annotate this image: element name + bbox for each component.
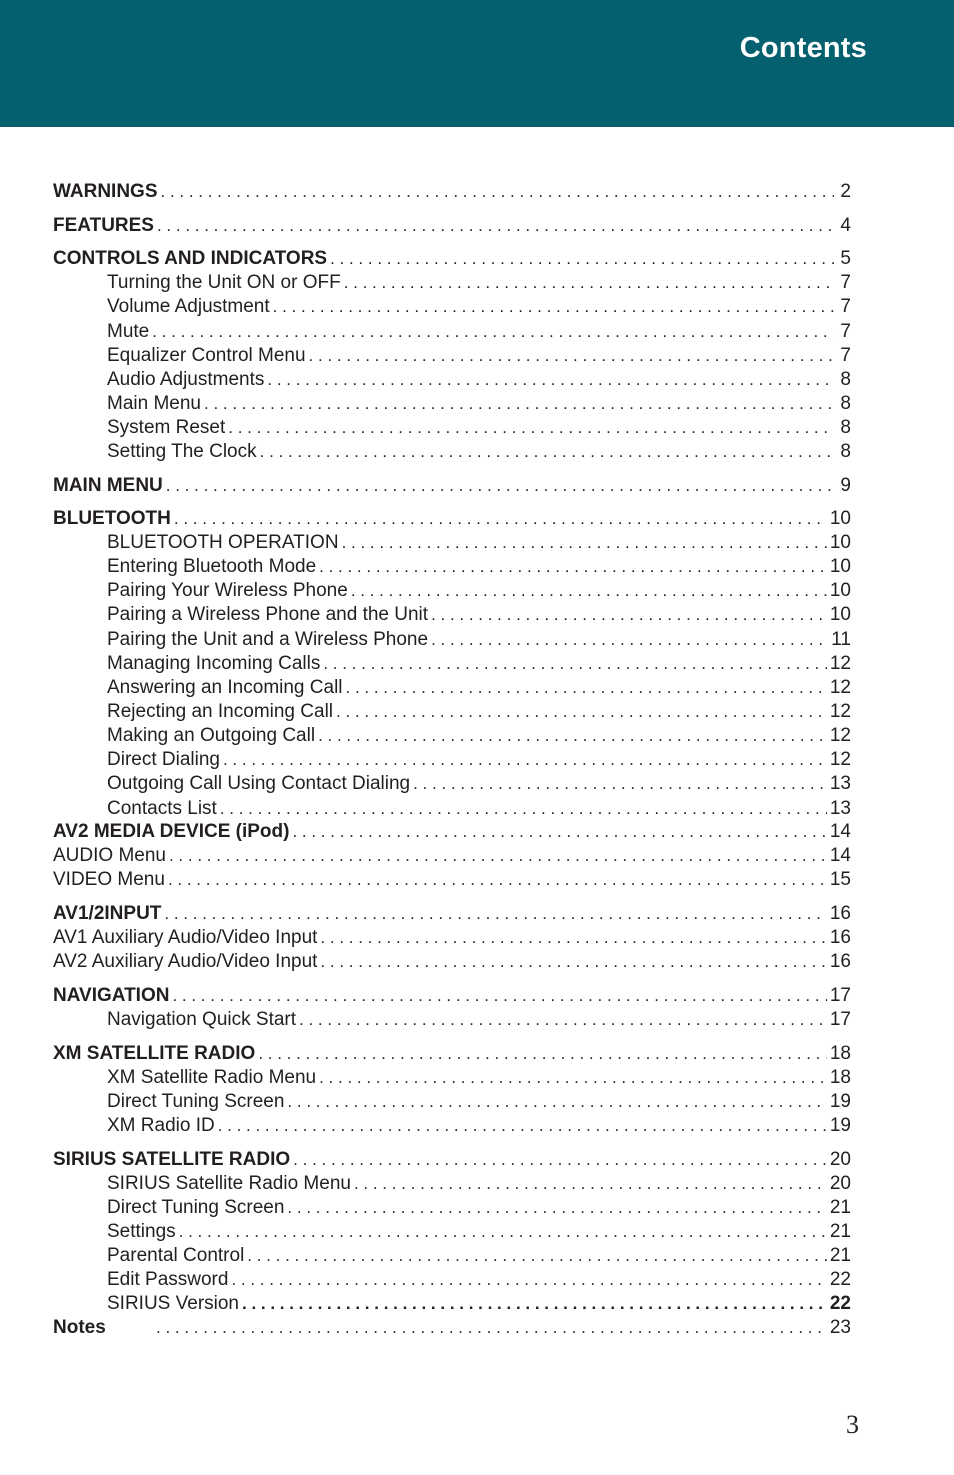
- toc-dot-leader: [330, 247, 834, 271]
- toc-entry-label: Volume Adjustment: [107, 296, 270, 317]
- toc-entry: [53, 247, 851, 271]
- toc-entry-page: 20: [829, 1173, 851, 1194]
- toc-entry: [53, 1066, 851, 1090]
- toc-entry: [53, 320, 851, 344]
- toc-entry-page: 20: [829, 1149, 851, 1170]
- toc-entry: [53, 474, 851, 498]
- toc-entry-label: BLUETOOTH OPERATION: [107, 532, 339, 553]
- toc-entry: [53, 271, 851, 295]
- toc-entry-label: WARNINGS: [53, 181, 158, 202]
- toc-dot-leader: [260, 440, 834, 464]
- toc-entry-label: Turning the Unit ON or OFF: [107, 272, 341, 293]
- toc-entry-page: 8: [840, 441, 851, 462]
- page-number: 3: [846, 1410, 859, 1439]
- toc-entry: [53, 368, 851, 392]
- toc-entry-label: AV1 Auxiliary Audio/Video Input: [53, 927, 318, 948]
- toc-entry-page: 12: [829, 749, 851, 770]
- toc-dot-leader: [309, 344, 834, 368]
- toc-dot-leader: [156, 1316, 827, 1340]
- toc-entry: [53, 579, 851, 603]
- toc-entry: [53, 724, 851, 748]
- toc-entry-label: Answering an Incoming Call: [107, 677, 343, 698]
- toc-entry-page: 12: [829, 677, 851, 698]
- toc-dot-leader: [320, 950, 826, 974]
- toc-entry: [53, 344, 851, 368]
- toc-entry-label: Pairing the Unit and a Wireless Phone: [107, 629, 429, 650]
- toc-entry-page: 10: [829, 508, 851, 529]
- toc-entry: [53, 797, 851, 821]
- toc-entry-page: 14: [829, 845, 851, 866]
- toc-entry-label: Rejecting an Incoming Call: [107, 701, 334, 722]
- toc-dot-leader: [319, 555, 827, 579]
- toc-entry: [53, 748, 851, 772]
- toc-dot-leader: [161, 180, 835, 204]
- toc-entry-page: 23: [829, 1317, 851, 1338]
- toc-dot-leader: [166, 474, 834, 498]
- toc-dot-leader: [228, 416, 834, 440]
- toc-dot-leader: [267, 368, 834, 392]
- toc-entry-page: 10: [829, 604, 851, 625]
- toc-entry-label: Setting The Clock: [107, 441, 257, 462]
- toc-entry-page: 16: [829, 951, 851, 972]
- toc-entry-label: Pairing Your Wireless Phone: [107, 580, 348, 601]
- toc-dot-leader: [344, 271, 834, 295]
- toc-entry: [53, 295, 851, 319]
- toc-entry-page: 10: [829, 556, 851, 577]
- toc-entry: [53, 180, 851, 204]
- toc-entry: [53, 844, 851, 868]
- toc-entry-page: 2: [840, 181, 851, 202]
- toc-dot-leader: [299, 1008, 827, 1032]
- toc-entry-page: 4: [840, 215, 851, 236]
- toc-dot-leader: [169, 844, 827, 868]
- toc-entry: [53, 1316, 851, 1340]
- toc-entry: [53, 984, 851, 1008]
- toc-entry-label: SIRIUS Satellite Radio Menu: [107, 1173, 351, 1194]
- toc-entry: [53, 1114, 851, 1138]
- toc-entry: [53, 820, 851, 844]
- toc-entry-page: 21: [829, 1197, 851, 1218]
- toc-entry-label: Edit Password: [107, 1269, 229, 1290]
- toc-entry-page: 22: [829, 1293, 851, 1314]
- toc-entry-label: AUDIO Menu: [53, 845, 166, 866]
- toc-entry-label: Direct Tuning Screen: [107, 1197, 285, 1218]
- toc-entry: [53, 1148, 851, 1172]
- toc-entry-label: Outgoing Call Using Contact Dialing: [107, 773, 411, 794]
- toc-entry-page: 14: [829, 821, 851, 842]
- toc-entry-label: Main Menu: [107, 393, 201, 414]
- toc-entry-page: 7: [840, 345, 851, 366]
- toc-entry-label: Settings: [107, 1221, 176, 1242]
- toc-dot-leader: [431, 603, 827, 627]
- toc-entry-label: Managing Incoming Calls: [107, 653, 321, 674]
- toc-entry-label: Contacts List: [107, 798, 217, 819]
- toc-entry-label: AV2 Auxiliary Audio/Video Input: [53, 951, 318, 972]
- toc-dot-leader: [247, 1244, 827, 1268]
- toc-entry-label: VIDEO Menu: [53, 869, 165, 890]
- toc-entry: [53, 1008, 851, 1032]
- toc-entry: [53, 531, 851, 555]
- toc-entry-page: 19: [829, 1091, 851, 1112]
- toc-dot-leader: [164, 902, 826, 926]
- toc-entry-label: XM Radio ID: [107, 1115, 215, 1136]
- toc-dot-leader: [152, 320, 834, 344]
- toc-entry-label: Parental Control: [107, 1245, 245, 1266]
- toc-dot-leader: [336, 700, 827, 724]
- toc-entry: [53, 772, 851, 796]
- toc-dot-leader: [287, 1196, 826, 1220]
- toc-dot-leader: [292, 820, 826, 844]
- toc-entry-page: 17: [829, 985, 851, 1006]
- toc-entry-page: 8: [840, 393, 851, 414]
- toc-entry-label: Notes: [53, 1317, 106, 1338]
- toc-entry-page: 7: [840, 296, 851, 317]
- toc-dot-leader: [220, 797, 827, 821]
- toc-entry-label: XM Satellite Radio Menu: [107, 1067, 317, 1088]
- toc-entry: [53, 1042, 851, 1066]
- toc-dot-leader: [319, 1066, 827, 1090]
- toc-entry: [53, 416, 851, 440]
- toc-dot-leader: [273, 295, 834, 319]
- toc-entry: [53, 1220, 851, 1244]
- toc-entry-page: 13: [829, 798, 851, 819]
- toc-entry: [53, 902, 851, 926]
- toc-dot-leader: [242, 1292, 827, 1316]
- toc-entry-page: 7: [840, 272, 851, 293]
- toc-dot-leader: [223, 748, 827, 772]
- toc-dot-leader: [431, 628, 828, 652]
- toc-entry: [53, 392, 851, 416]
- toc-dot-leader: [323, 652, 827, 676]
- toc-dot-leader: [204, 392, 834, 416]
- toc-entry-label: Equalizer Control Menu: [107, 345, 306, 366]
- toc-entry: [53, 1268, 851, 1292]
- toc-dot-leader: [342, 531, 827, 555]
- toc-entry-label: BLUETOOTH: [53, 508, 171, 529]
- toc-entry-page: 9: [840, 475, 851, 496]
- toc-entry-page: 16: [829, 903, 851, 924]
- toc-entry: [53, 1172, 851, 1196]
- toc-dot-leader: [354, 1172, 827, 1196]
- toc-entry-label: SIRIUS SATELLITE RADIO: [53, 1149, 291, 1170]
- toc-entry-page: 12: [829, 701, 851, 722]
- toc-dot-leader: [351, 579, 827, 603]
- toc-entry: [53, 603, 851, 627]
- toc-entry-label: System Reset: [107, 417, 226, 438]
- toc-entry-label: Making an Outgoing Call: [107, 725, 316, 746]
- toc-entry-label: MAIN MENU: [53, 475, 163, 496]
- toc-entry: [53, 440, 851, 464]
- toc-entry: [53, 926, 851, 950]
- toc-dot-leader: [218, 1114, 827, 1138]
- toc-dot-leader: [168, 868, 827, 892]
- toc-entry-label: AV2 MEDIA DEVICE (iPod): [53, 821, 290, 842]
- toc-entry-page: 15: [829, 869, 851, 890]
- toc-entry-label: Pairing a Wireless Phone and the Unit: [107, 604, 429, 625]
- toc-entry: [53, 652, 851, 676]
- toc-entry-page: 18: [829, 1067, 851, 1088]
- toc-entry-page: 10: [829, 532, 851, 553]
- toc-dot-leader: [258, 1042, 827, 1066]
- toc-dot-leader: [174, 507, 827, 531]
- toc-entry-label: Entering Bluetooth Mode: [107, 556, 317, 577]
- toc-dot-leader: [172, 984, 826, 1008]
- toc-entry: [53, 1090, 851, 1114]
- toc-entry: [53, 1196, 851, 1220]
- toc-entry-label: NAVIGATION: [53, 985, 170, 1006]
- toc-entry-page: 18: [829, 1043, 851, 1064]
- toc-entry-page: 12: [829, 653, 851, 674]
- toc-entry-label: Navigation Quick Start: [107, 1009, 297, 1030]
- toc-entry-label: Direct Dialing: [107, 749, 220, 770]
- toc-entry-page: 21: [829, 1245, 851, 1266]
- toc-entry-label: CONTROLS AND INDICATORS: [53, 248, 328, 269]
- header-bar: [0, 0, 954, 127]
- toc-entry-page: 22: [829, 1269, 851, 1290]
- toc-entry-page: 10: [829, 580, 851, 601]
- toc-dot-leader: [318, 724, 827, 748]
- toc-dot-leader: [320, 926, 826, 950]
- toc-entry-label: XM SATELLITE RADIO: [53, 1043, 256, 1064]
- toc-dot-leader: [287, 1090, 826, 1114]
- toc-entry-page: 19: [829, 1115, 851, 1136]
- toc-dot-leader: [231, 1268, 826, 1292]
- toc-entry-page: 17: [829, 1009, 851, 1030]
- toc-entry-page: 16: [829, 927, 851, 948]
- toc-entry-label: Mute: [107, 321, 150, 342]
- toc-dot-leader: [179, 1220, 827, 1244]
- toc-entry-label: AV1/2INPUT: [53, 903, 162, 924]
- toc-entry-page: 5: [840, 248, 851, 269]
- toc-entry: [53, 676, 851, 700]
- toc-entry-page: 7: [840, 321, 851, 342]
- toc-entry-label: Audio Adjustments: [107, 369, 265, 390]
- toc-dot-leader: [157, 214, 834, 238]
- toc-entry-page: 11: [831, 629, 851, 650]
- toc-entry: [53, 555, 851, 579]
- toc-entry: [53, 1244, 851, 1268]
- toc-entry: [53, 507, 851, 531]
- toc-entry-page: 12: [829, 725, 851, 746]
- toc-entry-page: 8: [840, 369, 851, 390]
- toc-entry: [53, 214, 851, 238]
- toc-entry: [53, 1292, 851, 1316]
- toc-entry-label: Direct Tuning Screen: [107, 1091, 285, 1112]
- page-title: Contents: [739, 32, 867, 64]
- toc-dot-leader: [293, 1148, 827, 1172]
- toc-entry: [53, 628, 851, 652]
- toc-entry: [53, 950, 851, 974]
- toc-entry-page: 21: [829, 1221, 851, 1242]
- toc-entry: [53, 868, 851, 892]
- toc-dot-leader: [346, 676, 827, 700]
- toc-entry-page: 8: [840, 417, 851, 438]
- toc-entry-page: 13: [829, 773, 851, 794]
- toc-dot-leader: [413, 772, 827, 796]
- toc-entry-label: FEATURES: [53, 215, 154, 236]
- toc-entry: [53, 700, 851, 724]
- toc-entry-label: SIRIUS Version: [107, 1293, 239, 1314]
